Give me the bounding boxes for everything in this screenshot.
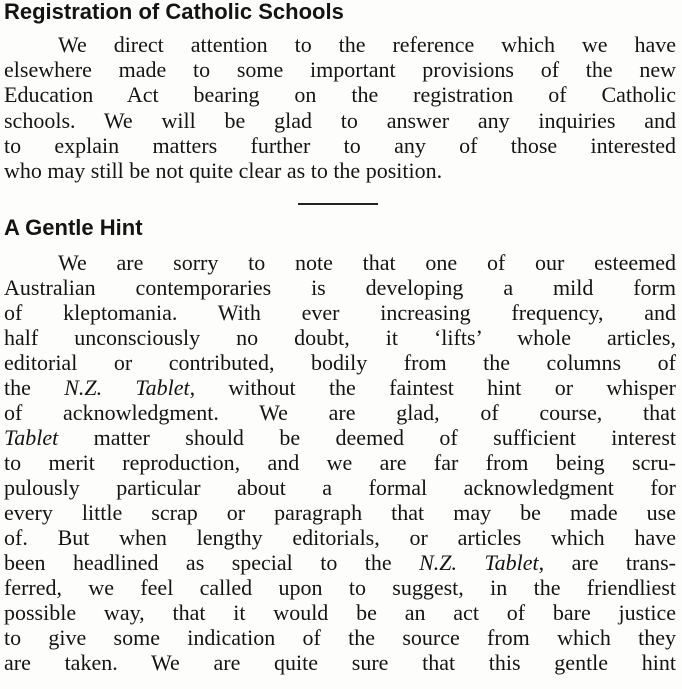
text-line: of kleptomania. With ever increasing frequency, and <box>4 300 676 325</box>
text-line: We direct attention to the reference which we have <box>58 32 676 57</box>
text-line: of acknowledgment. We are glad, of course, that <box>4 400 676 425</box>
text-line: every little scrap or paragraph that may be made use <box>4 500 676 525</box>
text-line: to give some indication of the source from which they <box>4 625 676 650</box>
text-line: are taken. We are quite sure that this gentle hint <box>4 650 676 675</box>
italic-text: N.Z. Tablet <box>419 550 539 575</box>
text-line: ferred, we feel called upon to suggest, in the friendliest <box>4 575 676 600</box>
text-line: of. But when lengthy editorials, or articles which have <box>4 525 676 550</box>
text-line: Tablet matter should be deemed of sufficient interest <box>4 425 676 450</box>
text-line: the N.Z. Tablet, without the faintest hint or whisper <box>4 375 676 400</box>
text-line: Education Act bearing on the registration of Catholic <box>4 82 676 107</box>
text-line: schools. We will be glad to answer any inquiries and <box>4 108 676 133</box>
section-heading-registration: Registration of Catholic Schools <box>4 0 344 24</box>
text-line: to merit reproduction, and we are far from being scru- <box>4 450 676 475</box>
text-line: been headlined as special to the N.Z. Tablet, are trans- <box>4 550 676 575</box>
text-line: who may still be not quite clear as to the position. <box>4 158 443 183</box>
text-line: editorial or contributed, bodily from the columns of <box>4 350 676 375</box>
text-line: elsewhere made to some important provisions of the new <box>4 57 676 82</box>
section-divider <box>298 203 378 205</box>
text-line: pulously particular about a formal acknowledgment for <box>4 475 676 500</box>
text-line: We are sorry to note that one of our esteemed <box>58 250 676 275</box>
italic-text: Tablet <box>4 425 59 450</box>
text-line: half unconsciously no doubt, it ‘lifts’ whole articles, <box>4 325 676 350</box>
italic-text: N.Z. Tablet <box>64 375 190 400</box>
section-heading-gentle-hint: A Gentle Hint <box>4 215 143 240</box>
text-line: possible way, that it would be an act of bare justice <box>4 600 676 625</box>
text-line: Australian contemporaries is developing a mild form <box>4 275 676 300</box>
text-line: to explain matters further to any of those interested <box>4 133 676 158</box>
